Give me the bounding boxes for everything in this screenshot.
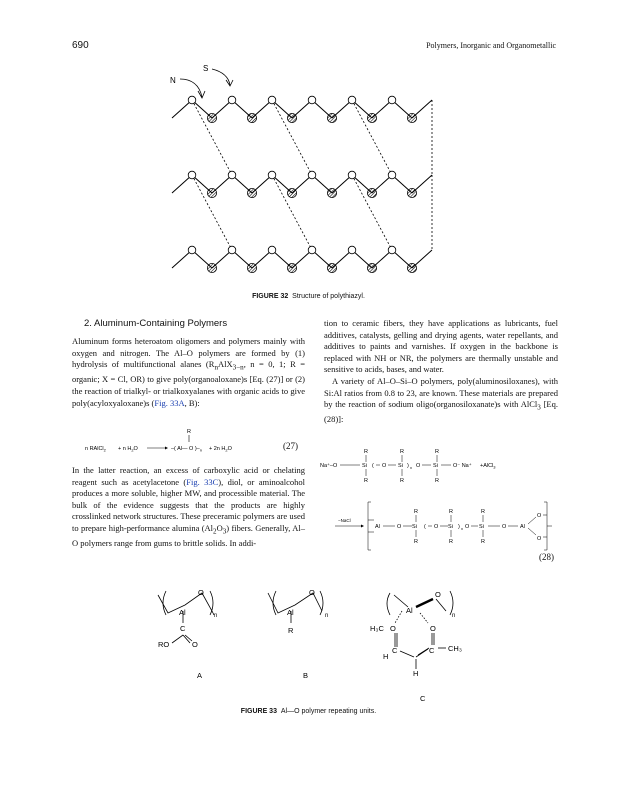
figure-32-sulfur-atom <box>327 263 336 272</box>
fig33c-o2: O <box>390 624 396 633</box>
eq28-alcl3: +AlCl <box>480 463 494 469</box>
text-run: Aluminum forms heteroatom oligomers and polymers mainly with oxygen and nitrogen. The Al–O polymers are formed by (1) hydrolysis of multifunctional alanes (R <box>72 336 305 370</box>
equation-28-number: (28) <box>539 552 554 562</box>
figure-32-nitrogen-atom <box>228 246 236 254</box>
figure-33-caption-label: FIGURE 33 <box>240 708 277 715</box>
fig33a-o2: O <box>192 640 198 649</box>
eq28-r: R <box>449 509 453 515</box>
fig33b-al: Al <box>287 608 294 617</box>
eq28-r: R <box>435 449 439 455</box>
figure-33a-link[interactable]: Fig. 33A <box>154 397 185 408</box>
eq27-lhs-sub: 2 <box>103 447 106 453</box>
svg-text:): ) <box>407 463 409 469</box>
figure-32-nitrogen-atom <box>348 96 356 104</box>
fig33-label-c: C <box>420 694 426 703</box>
eq28-o: O <box>537 513 542 519</box>
fig33a-ro: RO <box>158 640 170 649</box>
eq27-rhs: + 2n H <box>209 446 226 452</box>
figure-32-nitrogen-atom <box>388 246 396 254</box>
text-run: n <box>214 363 218 372</box>
figure-32-nitrogen-atom <box>308 246 316 254</box>
svg-text:n RAlCl2 <box>85 446 107 453</box>
figure-32-nitrogen-atom <box>188 246 196 254</box>
fig33b-o: O <box>309 588 315 597</box>
figure-32-sulfur-atom <box>207 113 216 122</box>
eq28-o: O <box>416 463 421 469</box>
figure-32-sulfur-atom <box>327 188 336 197</box>
figure-32-sulfur-atom <box>327 113 336 122</box>
text-run: , n = 0, 1; R = organic; X = Cl, OR) to give poly(organoaloxane)s [Eq. (27)] or (2) the reaction of trialkyl- or trialkoxyalanes with organic acids to give poly(acyloxyaloxane)s ( <box>72 359 305 408</box>
figure-32-sulfur-atom <box>407 263 416 272</box>
column2-text <box>324 318 558 426</box>
fig33c-h2: H <box>413 669 419 678</box>
figure-32-nitrogen-atom <box>348 246 356 254</box>
fig33c-c1: C <box>392 646 398 655</box>
eq28-si: Si <box>433 463 438 469</box>
eq27-r: R <box>187 429 191 435</box>
figure-32-caption-label: FIGURE 32 <box>252 293 289 300</box>
svg-text:+ 2n H2O <box>209 446 233 453</box>
eq28-si: Si <box>362 463 367 469</box>
eq28-si: Si <box>398 463 403 469</box>
svg-text:(: ( <box>424 524 426 530</box>
eq28-al: Al <box>520 524 525 530</box>
eq28-x-sub: x <box>461 526 463 531</box>
figure-32-contact <box>192 100 232 175</box>
text-run: In the latter reaction, an excess of carboxylic acid or chelating reagent such as acetylacetone ( <box>72 465 305 487</box>
figure-32-nitrogen-atom <box>308 171 316 179</box>
text-run: O <box>216 522 223 533</box>
fig33c-o3: O <box>430 624 436 633</box>
figure-32-contact <box>352 175 392 250</box>
section-heading: 2. Aluminum-Containing Polymers <box>84 318 228 329</box>
figure-32-sulfur-atom <box>287 188 296 197</box>
text-run: ) fibers. Generally, Al–O polymers range from gums to brittle solids. In addi- <box>72 522 305 549</box>
figure-32-polythiazyl <box>160 55 460 290</box>
eq28-al: Al <box>375 524 380 530</box>
fig33b-r: R <box>288 626 294 635</box>
figure-32-label-s: S <box>203 64 209 73</box>
figure-32-contact <box>192 175 232 250</box>
eq28-o: O <box>382 463 387 469</box>
figure-32-caption <box>0 293 617 300</box>
eq28-r: R <box>400 478 404 484</box>
column2-paragraph2 <box>324 376 558 426</box>
figure-32-nitrogen-atom <box>228 171 236 179</box>
column1-paragraph1 <box>72 336 305 409</box>
eq27-lhs: n RAlCl <box>85 446 104 452</box>
eq28-r: R <box>364 449 368 455</box>
fig33c-h1: H <box>383 652 389 661</box>
eq28-o: O <box>434 524 439 530</box>
figure-32-sulfur-atom <box>207 188 216 197</box>
equation-27-number: (27) <box>283 441 298 451</box>
figure-33-caption <box>0 708 617 715</box>
figure-32-sulfur-atom <box>247 113 256 122</box>
eq28-r: R <box>435 478 439 484</box>
figure-32-sulfur-atom <box>407 113 416 122</box>
eq28-o: O <box>537 536 542 542</box>
eq27-chain-sub: n <box>199 447 202 453</box>
eq28-nacl: −NaCl <box>338 518 351 523</box>
text-run: 2 <box>213 527 217 536</box>
fig33a-n: n <box>214 613 218 619</box>
fig33-label-b: B <box>303 671 309 680</box>
text-run: AlX <box>217 359 233 370</box>
equation-27 <box>85 428 306 458</box>
eq28-si: Si <box>448 524 453 530</box>
fig33c-c2: C <box>429 646 435 655</box>
figure-32-sulfur-atom <box>287 263 296 272</box>
eq28-r: R <box>449 539 453 545</box>
eq28-r: R <box>481 539 485 545</box>
text-run: 3−n <box>232 363 244 372</box>
column2-paragraph1: tion to ceramic fibers, they have applications as lubricants, fuel additives, catalysts, gelling and drying agents, water repellants, and additives to paints and varnishes. If oxygen in the backbone is replaced with NH or NR, the polymers are thermally unstable and sensitive to acids, bases, and water. <box>324 318 558 375</box>
svg-text:): ) <box>458 524 460 530</box>
eq28-r: R <box>414 539 418 545</box>
page-number: 690 <box>72 40 89 51</box>
figure-32-sulfur-atom <box>407 188 416 197</box>
running-head: Polymers, Inorganic and Organometallic <box>426 41 556 50</box>
text-run: A variety of Al–O–Si–O polymers, poly(aluminosiloxanes), with Si:Al ratios from 0.8 to 23, are known. These materials are prepared by the reaction of sodium oligo(organosiloxanate)s with AlCl <box>324 375 558 410</box>
figure-32-sulfur-atom <box>207 263 216 272</box>
figure-32-nitrogen-atom <box>228 96 236 104</box>
figure-32-nitrogen-atom <box>388 171 396 179</box>
eq28-o: O <box>397 524 402 530</box>
figure-32-sulfur-atom <box>367 113 376 122</box>
figure-32-contact <box>352 100 392 175</box>
eq28-r: R <box>400 449 404 455</box>
column1-paragraph2 <box>72 465 305 550</box>
text-run: 3 <box>537 403 541 412</box>
figure-32-sulfur-atom <box>247 188 256 197</box>
figure-32-sulfur-atom <box>247 263 256 272</box>
eq27-o: O <box>133 446 138 452</box>
fig33a-o: O <box>198 588 204 597</box>
figure-32-caption-text: Structure of polythiazyl. <box>292 293 365 300</box>
figure-33-al-o-units <box>150 585 490 705</box>
fig33c-ch3: CH₃ <box>448 644 462 653</box>
figure-32-nitrogen-atom <box>268 246 276 254</box>
figure-33c-link[interactable]: Fig. 33C <box>186 476 219 487</box>
text-run: 3 <box>222 527 227 536</box>
fig33b-n: n <box>325 613 329 619</box>
eq27-h2o-sub: 2 <box>131 447 134 453</box>
eq27-chain: –( Al— O )– <box>171 446 200 452</box>
eq28-alcl3-sub: 3 <box>493 464 496 470</box>
figure-32-nitrogen-atom <box>268 96 276 104</box>
figure-32-contact <box>272 100 312 175</box>
fig33c-o: O <box>435 590 441 599</box>
figure-33-caption-text: Al—O polymer repeating units. <box>280 708 377 715</box>
eq27-rhs-sub: 2 <box>225 447 228 453</box>
eq28-o-na: O⁻ Na⁺ <box>453 463 472 469</box>
figure-32-nitrogen-atom <box>268 171 276 179</box>
eq28-si: Si <box>412 524 417 530</box>
figure-32-contact <box>272 175 312 250</box>
svg-text:(: ( <box>372 463 374 469</box>
eq28-o: O <box>502 524 507 530</box>
figure-32-nitrogen-atom <box>188 171 196 179</box>
text-run: , B): <box>184 397 200 408</box>
eq28-x-sub: x <box>410 465 412 470</box>
fig33c-h3c: H₃C <box>370 624 384 633</box>
equation-28 <box>320 440 560 565</box>
text-run: [Eq. (28)]: <box>324 399 558 425</box>
eq28-r: R <box>364 478 368 484</box>
figure-32-nitrogen-atom <box>308 96 316 104</box>
figure-32-sulfur-atom <box>287 113 296 122</box>
figure-32-nitrogen-atom <box>188 96 196 104</box>
svg-text:+ n H2O <box>118 446 139 453</box>
fig33c-n: n <box>452 613 456 619</box>
text-run: ), diol, or aminoalcohol produces a more soluble, higher MW, and processible material. The bulk of the evidence suggests that the products are highly crosslinked network structures. These preceramic polymers are used to prepare high-performance alumina (Al <box>72 476 306 533</box>
fig33a-al: Al <box>179 608 186 617</box>
eq27-rhs-o: O <box>227 446 232 452</box>
figure-32-label-n: N <box>170 76 176 85</box>
eq28-o: O <box>465 524 470 530</box>
eq28-na-o: Na⁺–O <box>320 463 338 469</box>
figure-32-arrow-n <box>180 79 202 97</box>
eq28-r: R <box>481 509 485 515</box>
figure-32-sulfur-atom <box>367 188 376 197</box>
figure-32-sulfur-atom <box>367 263 376 272</box>
svg-text:–( Al— O )–n <box>171 446 202 453</box>
figure-32-nitrogen-atom <box>348 171 356 179</box>
fig33a-c: C <box>180 624 186 633</box>
fig33-label-a: A <box>197 671 203 680</box>
eq28-r: R <box>414 509 418 515</box>
eq28-si: Si <box>479 524 484 530</box>
svg-text:+AlCl3 <box>480 463 496 470</box>
figure-32-nitrogen-atom <box>388 96 396 104</box>
fig33c-al: Al <box>406 606 413 615</box>
eq27-plus-h2o: + n H <box>118 446 132 452</box>
